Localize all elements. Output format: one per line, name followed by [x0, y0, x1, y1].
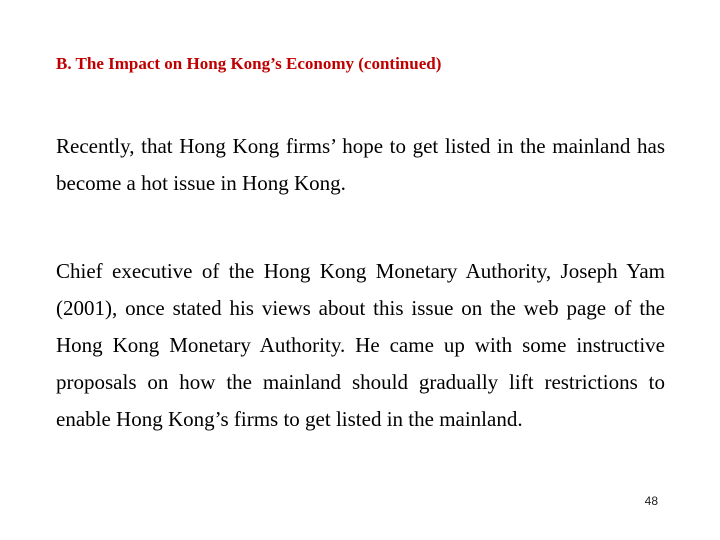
paragraph-hot-issue: Recently, that Hong Kong firms’ hope to get listed in the mainland has become a hot issue in Hong Kong. — [56, 134, 665, 195]
slide-heading: B. The Impact on Hong Kong’s Economy (continued) — [56, 54, 442, 73]
page-number: 48 — [644, 494, 658, 508]
paragraph-joseph-yam: Chief executive of the Hong Kong Monetary Authority, Joseph Yam (2001), once stated his views about this issue on the web page of the Hong Kong Monetary Authority. He came up with some instructive proposals on how the mainland should gradually lift restrictions to enable Hong Kong’s firms to get listed in the mainland. — [56, 259, 665, 431]
